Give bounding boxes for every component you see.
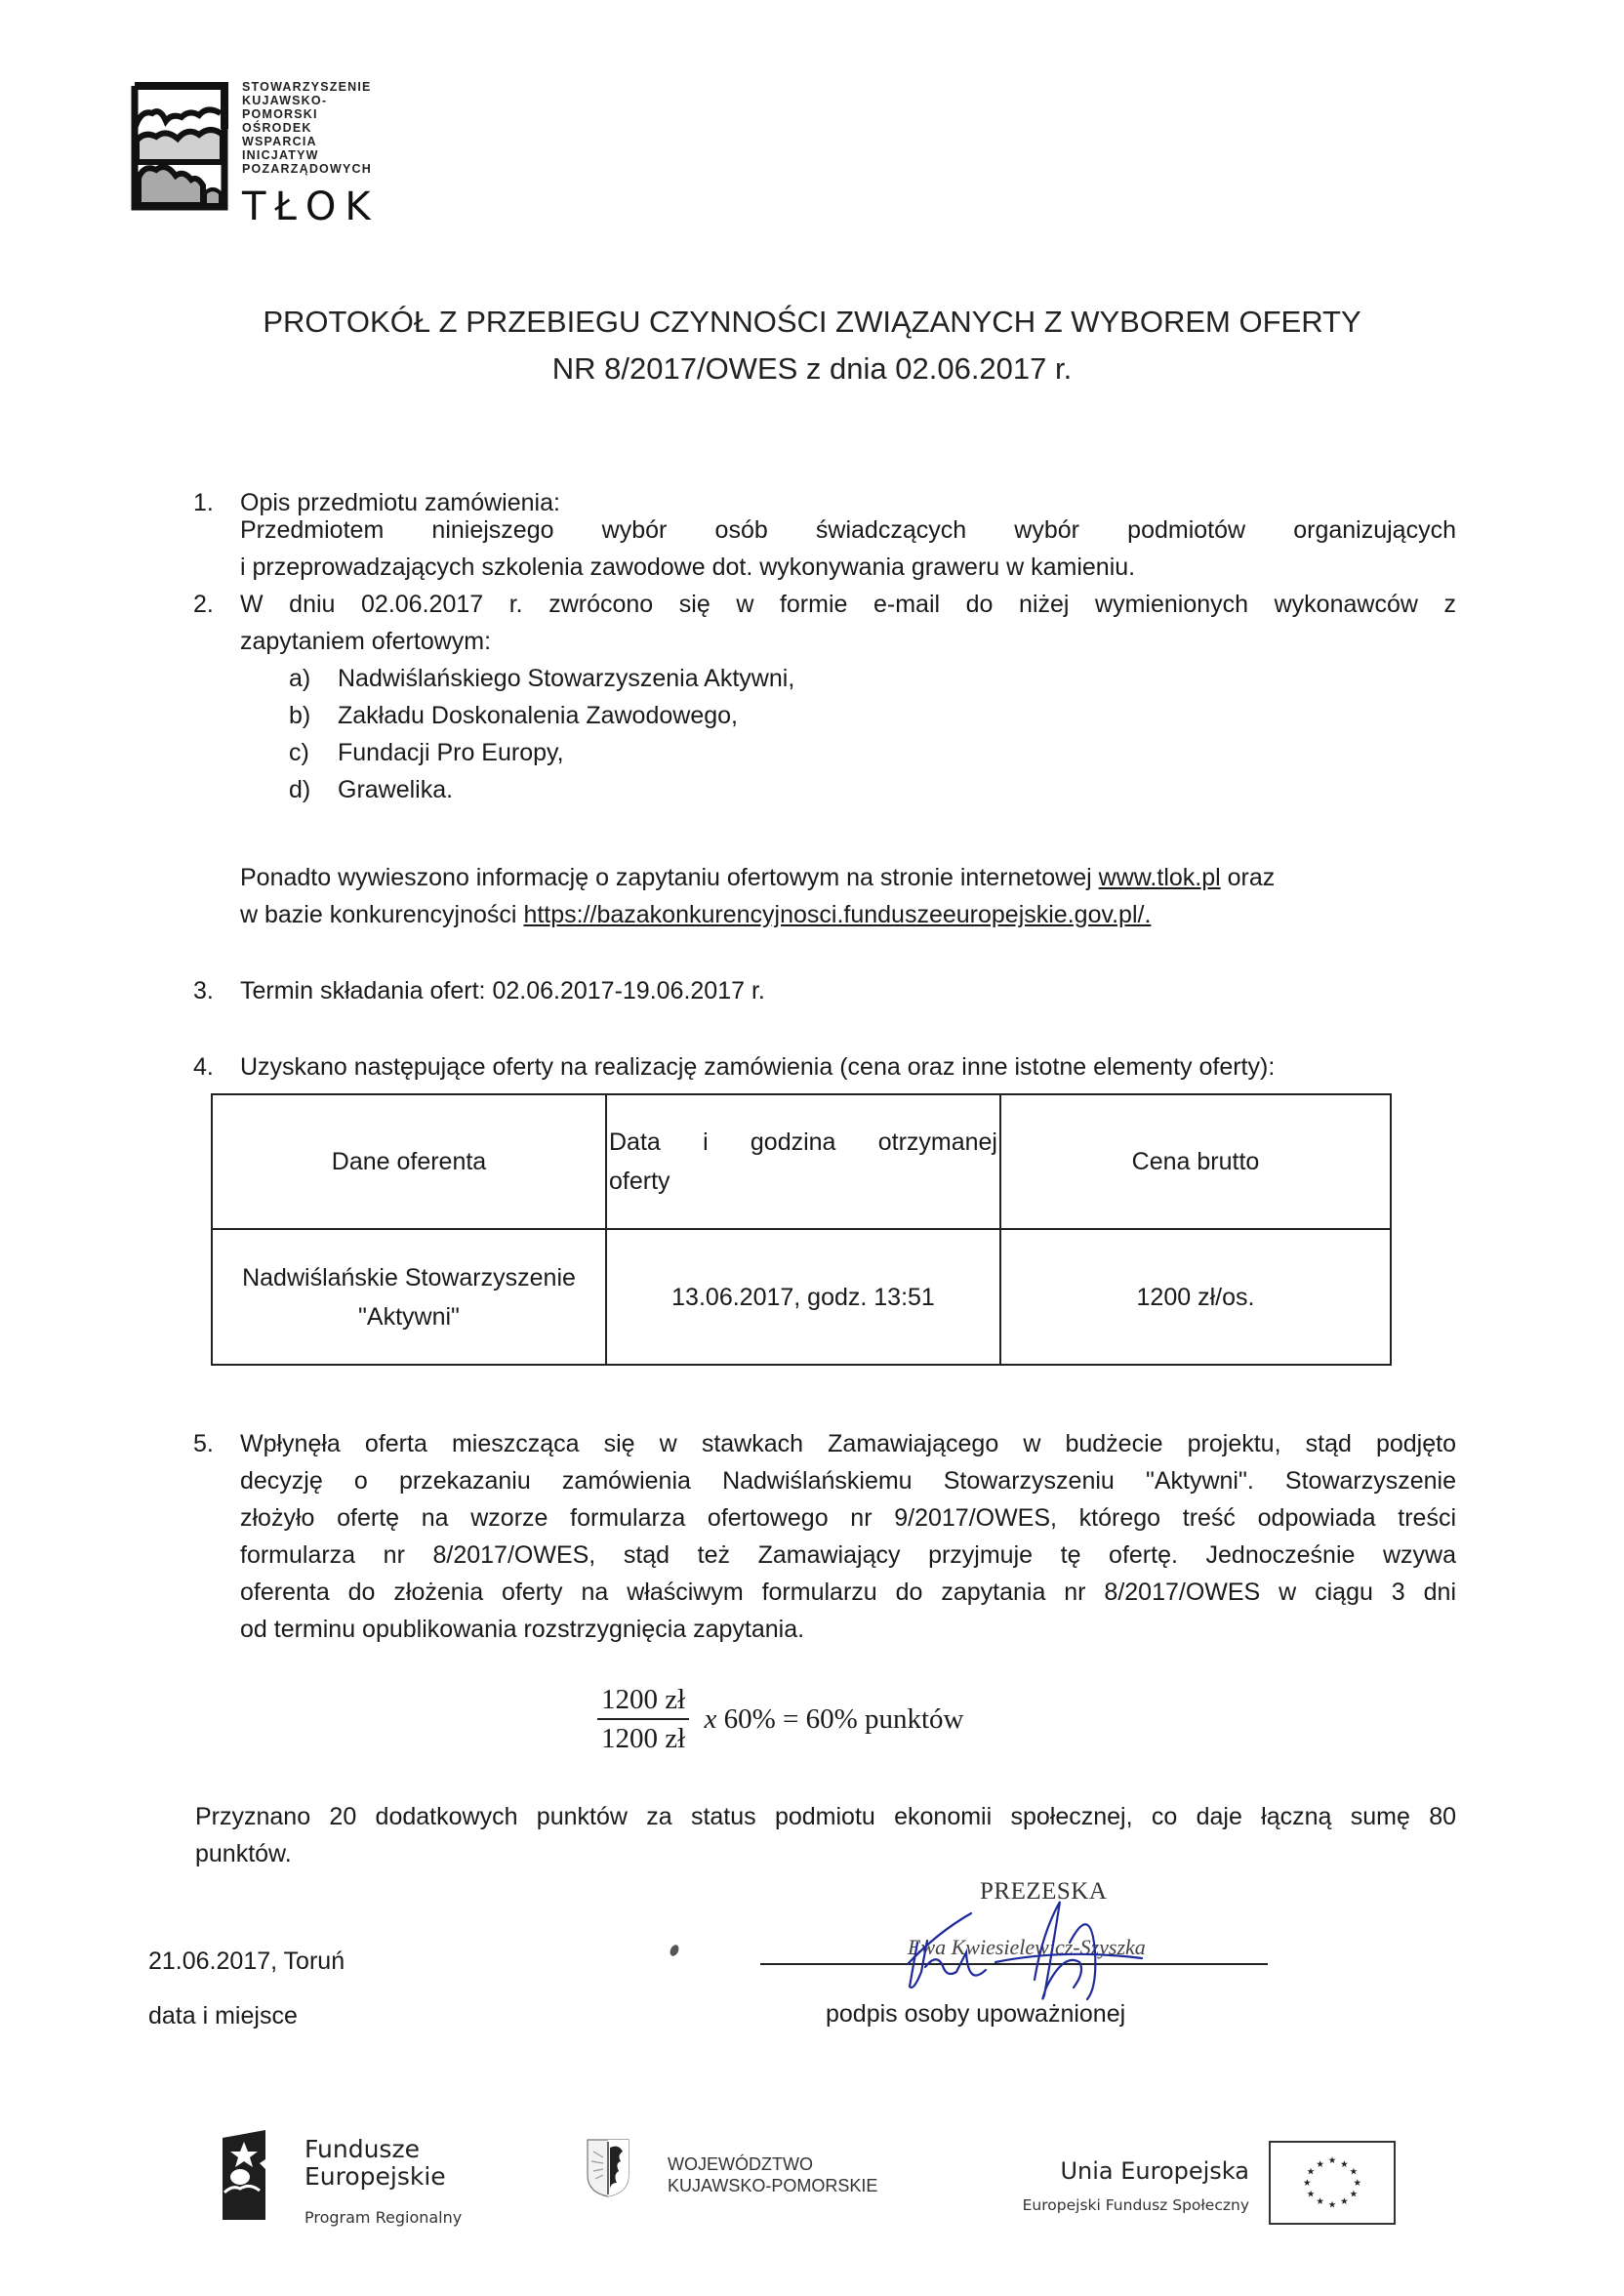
contractor-marker: b) — [289, 702, 311, 729]
contractor-marker: c) — [289, 739, 309, 766]
logo-line: OŚRODEK — [242, 121, 312, 135]
header-offeror: Dane oferenta — [212, 1094, 606, 1229]
publication-note-text: oraz — [1227, 864, 1276, 891]
table-header-row — [212, 1094, 1391, 1229]
date-place-label: data i miejsce — [148, 2002, 298, 2030]
section-2-number: 2. — [193, 591, 214, 618]
title-line-2: NR 8/2017/OWES z dnia 02.06.2017 r. — [551, 351, 1073, 386]
eu-flag-icon — [1269, 2141, 1396, 2225]
publication-note-text: Ponadto wywieszono informację o zapytaniu ofertowym na stronie internetowej — [240, 864, 1092, 891]
efs-name: Europejski Fundusz Społeczny — [1022, 2196, 1249, 2214]
logo-line: INICJATYW — [242, 148, 319, 162]
contractor-item: Fundacji Pro Europy, — [338, 739, 564, 766]
section-1-number: 1. — [193, 489, 214, 516]
fundusze-europejskie-name — [304, 2136, 446, 2191]
logo-line: KUJAWSKO- — [242, 94, 328, 107]
section-5-line: od terminu opublikowania rozstrzygnięcia zapytania. — [240, 1616, 805, 1643]
fundusze-europejskie-logo-icon — [219, 2130, 269, 2223]
section-2-line-2: zapytaniem ofertowym: — [240, 628, 492, 655]
organization-name — [242, 80, 372, 176]
contractor-item: Grawelika. — [338, 776, 454, 803]
section-3-number: 3. — [193, 977, 214, 1004]
score-formula — [597, 1681, 964, 1757]
publication-note-text: w bazie konkurencyjności — [240, 901, 517, 928]
svg-text:★: ★ — [1353, 2177, 1362, 2189]
bonus-points-line-1: Przyznano 20 dodatkowych punktów za status podmiotu ekonomii społecznej, co daje łączną sumę 80 — [195, 1803, 1456, 1830]
section-2-line-1: W dniu 02.06.2017 r. zwrócono się w formie e-mail do niżej wymienionych wykonawców z — [240, 591, 1456, 618]
header-received — [606, 1094, 1000, 1229]
contractor-item: Nadwiślańskiego Stowarzyszenia Aktywni, — [338, 665, 795, 692]
fe-line-1: Fundusze — [304, 2135, 420, 2163]
tlok-logo-icon — [127, 80, 234, 217]
svg-text:★: ★ — [1340, 2158, 1349, 2170]
header-received-line-1: Data i godzina otrzymanej — [609, 1128, 997, 1156]
section-5-line: oferenta do złożenia oferty na właściwym formularzu do zapytania nr 8/2017/OWES w ciągu 3 dni — [240, 1578, 1456, 1606]
section-5-line: Wpłynęła oferta mieszcząca się w stawkach Zamawiającego w budżecie projektu, stąd podjęto — [240, 1430, 1456, 1457]
svg-text:★: ★ — [1302, 2177, 1312, 2189]
svg-text:★: ★ — [1306, 2166, 1316, 2178]
section-1-heading: Opis przedmiotu zamówienia: — [240, 489, 560, 516]
formula-factor: 60% — [723, 1702, 776, 1735]
publication-note-line-1 — [240, 859, 1275, 896]
logo-wordmark: TŁOK — [242, 184, 380, 229]
title-line-1: PROTOKÓŁ Z PRZEBIEGU CZYNNOŚCI ZWIĄZANYCH Z WYBOREM OFERTY — [263, 305, 1361, 339]
numerator: 1200 zł — [597, 1681, 689, 1720]
denominator: 1200 zł — [601, 1723, 686, 1754]
header-received-line-2: oferty — [609, 1168, 670, 1195]
section-5-number: 5. — [193, 1430, 214, 1457]
contractor-marker: d) — [289, 776, 311, 803]
svg-text:★: ★ — [1316, 2158, 1324, 2170]
logo-line: STOWARZYSZENIE — [242, 80, 372, 94]
program-regionalny: Program Regionalny — [304, 2208, 463, 2227]
cell-offeror — [212, 1229, 606, 1365]
logo-line: POMORSKI — [242, 107, 318, 121]
publication-note-line-2 — [240, 896, 1151, 933]
offeror-line-2: "Aktywni" — [358, 1302, 460, 1331]
unia-europejska-name: Unia Europejska — [1060, 2157, 1249, 2185]
svg-text:★: ★ — [1327, 2199, 1337, 2211]
baza-konkurencyjnosci-link[interactable]: https://bazakonkurencyjnosci.funduszeeuropejskie.gov.pl/. — [523, 901, 1152, 928]
offers-table — [211, 1093, 1392, 1366]
formula-rest — [704, 1703, 963, 1736]
multiply-operator: x — [704, 1702, 717, 1735]
section-5-line: formularza nr 8/2017/OWES, stąd też Zamawiający przyjmuje tę ofertę. Jednocześnie wzywa — [240, 1541, 1456, 1569]
header-price: Cena brutto — [1000, 1094, 1391, 1229]
date-place: 21.06.2017, Toruń — [148, 1948, 345, 1975]
section-3-text: Termin składania ofert: 02.06.2017-19.06.2017 r. — [240, 977, 765, 1004]
contractor-item: Zakładu Doskonalenia Zawodowego, — [338, 702, 738, 729]
section-1-line-1: Przedmiotem niniejszego wybór osób świadczących wybór podmiotów organizujących — [240, 516, 1456, 544]
kujawsko-pomorskie-crest-icon — [586, 2138, 630, 2198]
svg-text:★: ★ — [1349, 2189, 1359, 2200]
section-5-line: decyzję o przekazaniu zamówienia Nadwiślańskiemu Stowarzyszeniu "Aktywni". Stowarzyszenie — [240, 1467, 1456, 1495]
woj-line-1: WOJEWÓDZTWO — [668, 2154, 813, 2174]
bonus-points-line-2: punktów. — [195, 1840, 292, 1867]
cell-received: 13.06.2017, godz. 13:51 — [606, 1229, 1000, 1365]
wojewodztwo-name — [668, 2153, 877, 2196]
formula-result: 60% punktów — [805, 1702, 964, 1735]
svg-text:★: ★ — [1306, 2189, 1316, 2200]
section-4-text: Uzyskano następujące oferty na realizację zamówienia (cena oraz inne istotne elementy oferty): — [240, 1053, 1276, 1081]
tlok-website-link[interactable]: www.tlok.pl — [1098, 864, 1221, 891]
document-title — [0, 299, 1624, 392]
offeror-line-1: Nadwiślańskie Stowarzyszenie — [242, 1263, 576, 1292]
ink-blot — [669, 1944, 680, 1957]
section-5-line: złożyło ofertę na wzorze formularza ofertowego nr 9/2017/OWES, którego treść odpowiada treści — [240, 1504, 1456, 1532]
logo-line: POZARZĄDOWYCH — [242, 162, 372, 176]
signatory-stamp-name: Ewa Kwiesielewicz-Szyszka — [908, 1935, 1146, 1959]
section-4-number: 4. — [193, 1053, 214, 1081]
logo-line: WSPARCIA — [242, 135, 317, 148]
signature-label: podpis osoby upoważnionej — [826, 2000, 1126, 2028]
svg-text:★: ★ — [1316, 2195, 1324, 2207]
woj-line-2: KUJAWSKO-POMORSKIE — [668, 2176, 878, 2195]
fraction — [597, 1681, 689, 1757]
equals-sign: = — [782, 1702, 799, 1735]
fe-line-2: Europejskie — [304, 2162, 446, 2191]
svg-text:★: ★ — [1327, 2154, 1337, 2166]
handwritten-signature-icon — [878, 1894, 1230, 2011]
svg-text:★: ★ — [1340, 2195, 1349, 2207]
contractor-marker: a) — [289, 665, 311, 692]
cell-price: 1200 zł/os. — [1000, 1229, 1391, 1365]
svg-text:★: ★ — [1349, 2166, 1359, 2178]
table-row — [212, 1229, 1391, 1365]
signatory-role: PREZESKA — [980, 1878, 1108, 1905]
section-1-line-2: i przeprowadzających szkolenia zawodowe dot. wykonywania graweru w kamieniu. — [240, 554, 1136, 581]
